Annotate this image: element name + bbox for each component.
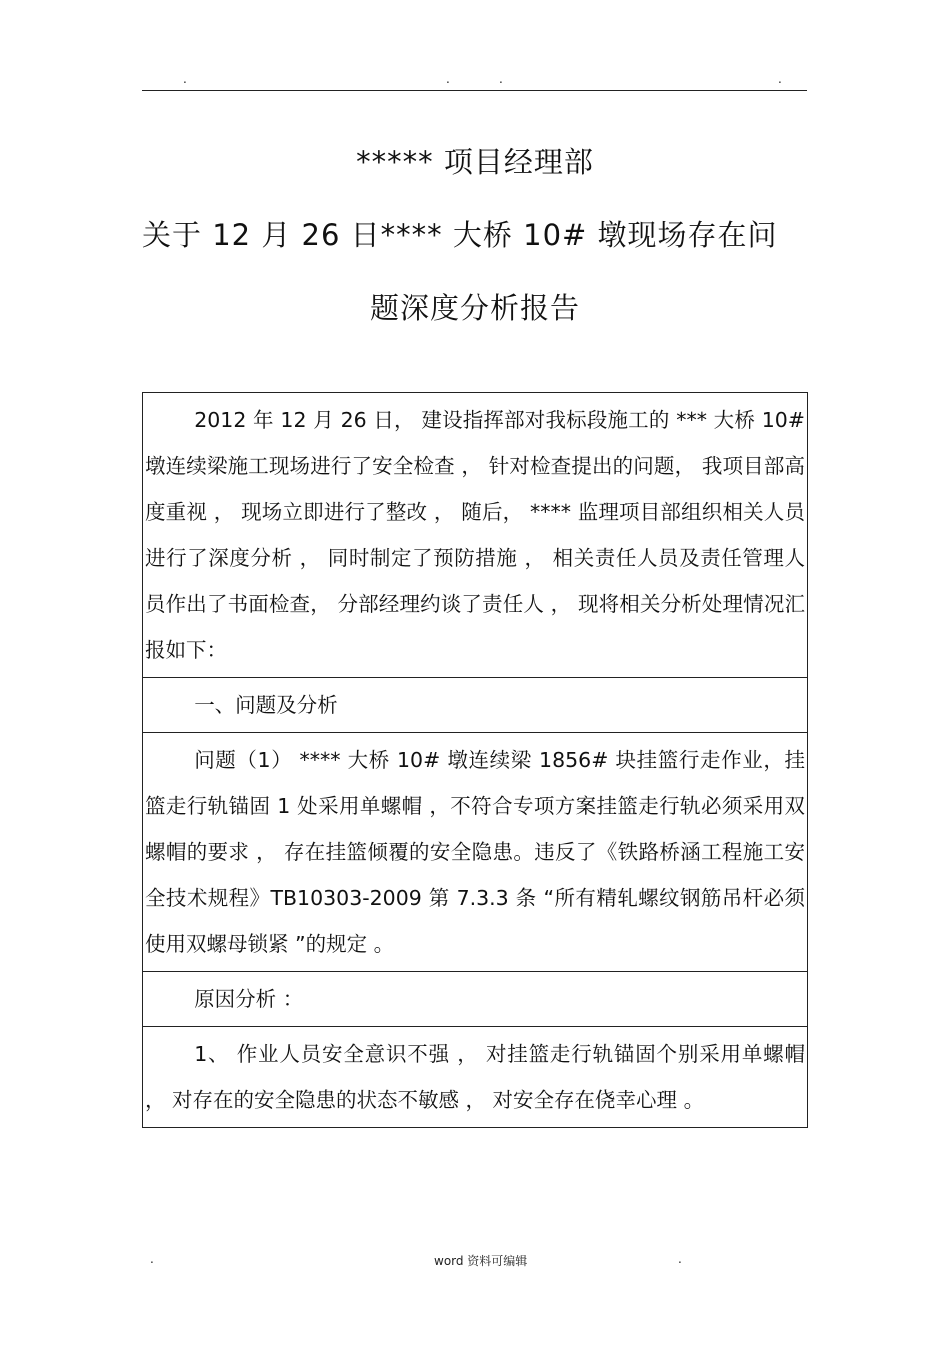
page-title-line2: 关于 12 月 26 日**** 大桥 10# 墩现场存在问 (142, 218, 778, 252)
report-table (142, 392, 808, 1128)
intro-cell (143, 393, 808, 678)
cause-cell (143, 1027, 808, 1128)
table-row (143, 733, 808, 972)
section-heading-cell (143, 678, 808, 733)
cause-heading: 原因分析 ： (194, 987, 304, 1011)
table-row (143, 1027, 808, 1128)
footer-caption: word 资料可编辑 (434, 1254, 528, 1268)
problem1-paragraph: 问题（1） **** 大桥 10# 墩连续梁 1856# 块挂篮行走作业，挂篮走行轨锚固 1 处采用单螺帽 ，不符合专项方案挂篮走行轨必须采用双螺帽的要求 ， 存在挂篮倾覆的安全隐患。违反了《铁路桥涵工程施工安全技术规程》TB10303-2009 第 7.3.3 条 “所有精轧螺纹钢筋吊杆必须使用双螺母锁紧 ”的规定 。 (145, 748, 805, 956)
cause1-paragraph: 1、 作业人员安全意识不强 ， 对挂篮走行轨锚固个别采用单螺帽 ， 对存在的安全隐患的状态不敏感 ， 对安全存在侥幸心理 。 (145, 1042, 805, 1112)
footer-dot-left: . (150, 1252, 154, 1266)
table-row (143, 393, 808, 678)
section1-heading: 一、问题及分析 (194, 693, 338, 717)
header-dot: . (778, 72, 782, 86)
table-row (143, 972, 808, 1027)
problem-cell (143, 733, 808, 972)
header-dot: . (183, 72, 187, 86)
footer-dot-right: . (678, 1252, 682, 1266)
cause-heading-cell (143, 972, 808, 1027)
page-title-line1: ***** 项目经理部 (356, 145, 594, 179)
intro-paragraph: 2012 年 12 月 26 日， 建设指挥部对我标段施工的 *** 大桥 10# 墩连续梁施工现场进行了安全检查 ， 针对检查提出的问题， 我项目部高度重视 ， 现场立即进行了整改 ， 随后， **** 监理项目部组织相关人员进行了深度分析 ， 同时制定了预防措施 ， 相关责任人员及责任管理人员作出了书面检查， 分部经理约谈了责任人 ， 现将相关分析处理情况汇报如下： (145, 408, 805, 662)
table-row (143, 678, 808, 733)
header-dot: . (446, 72, 450, 86)
page-title-line3: 题深度分析报告 (369, 291, 580, 325)
header-dot: . (499, 72, 503, 86)
header-rule (142, 90, 807, 91)
